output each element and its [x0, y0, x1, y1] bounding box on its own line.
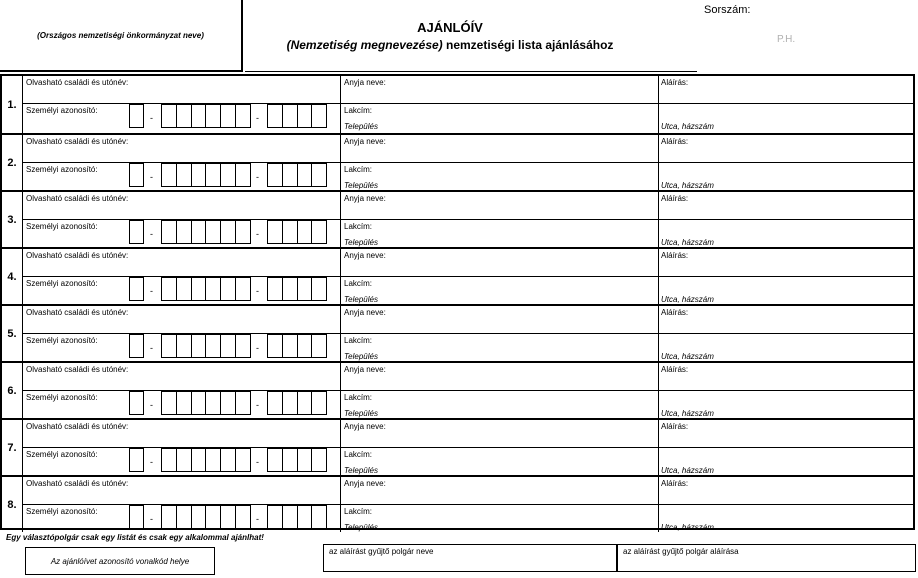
- personal-id-label: Személyi azonosító:: [26, 507, 98, 516]
- personal-id-label: Személyi azonosító:: [26, 279, 98, 288]
- signature-field[interactable]: Aláírás:: [661, 137, 689, 146]
- id-digit-box[interactable]: [162, 221, 177, 243]
- signature-field[interactable]: Aláírás:: [661, 365, 689, 374]
- street-label: Utca, házszám: [661, 523, 714, 532]
- signature-field[interactable]: Aláírás:: [661, 479, 689, 488]
- id-digit-box[interactable]: [177, 278, 192, 300]
- row-divider: [340, 103, 915, 104]
- id-separator: -: [256, 113, 259, 123]
- id-digit-box[interactable]: [283, 335, 298, 357]
- personal-id-digit-group[interactable]: [129, 277, 144, 301]
- name-field[interactable]: Olvasható családi és utónév:: [26, 251, 129, 260]
- town-label: Település: [344, 466, 378, 475]
- barcode-placeholder-text: Az ajánlóívet azonosító vonalkód helye: [50, 556, 190, 566]
- id-separator: -: [150, 343, 153, 353]
- id-digit-box[interactable]: [130, 335, 143, 357]
- id-separator: -: [256, 514, 259, 524]
- id-digit-box[interactable]: [206, 105, 221, 127]
- street-label: Utca, házszám: [661, 181, 714, 190]
- subtitle-rest: nemzetiségi lista ajánlásához: [442, 38, 614, 52]
- id-separator: -: [150, 514, 153, 524]
- column-divider: [658, 76, 659, 133]
- id-digit-box[interactable]: [192, 449, 207, 471]
- id-digit-box[interactable]: [192, 335, 207, 357]
- id-digit-box[interactable]: [206, 449, 221, 471]
- mother-name-field[interactable]: Anyja neve:: [344, 251, 386, 260]
- stamp-placeholder: P.H.: [777, 34, 796, 45]
- entry-row: [2, 418, 913, 475]
- entry-row: [2, 247, 913, 304]
- id-digit-box[interactable]: [268, 105, 283, 127]
- entry-number: 3.: [2, 192, 23, 247]
- address-field[interactable]: Lakcím:: [344, 507, 373, 516]
- entry-number: 1.: [2, 76, 23, 133]
- row-divider: [340, 390, 915, 391]
- id-separator: -: [150, 286, 153, 296]
- collector-name-field[interactable]: az aláírást gyűjtő polgár neve: [329, 547, 434, 556]
- entry-number: 5.: [2, 306, 23, 361]
- id-digit-box[interactable]: [236, 164, 250, 186]
- id-digit-box[interactable]: [206, 392, 221, 414]
- id-separator: -: [150, 172, 153, 182]
- subtitle-nationality: (Nemzetiség megnevezése): [286, 38, 443, 52]
- id-separator: -: [256, 400, 259, 410]
- rule-note: Egy választópolgár csak egy listát és csak egy alkalommal ajánlhat!: [6, 533, 264, 542]
- personal-id-label: Személyi azonosító:: [26, 165, 98, 174]
- town-label: Település: [344, 523, 378, 532]
- row-divider: [340, 276, 915, 277]
- collector-box: [323, 544, 916, 572]
- collector-signature-field[interactable]: az aláírást gyűjtő polgár aláírása: [623, 547, 739, 556]
- barcode-placeholder-box: [25, 547, 215, 575]
- address-field[interactable]: Lakcím:: [344, 450, 373, 459]
- mother-name-field[interactable]: Anyja neve:: [344, 365, 386, 374]
- id-digit-box[interactable]: [221, 506, 236, 528]
- name-field[interactable]: Olvasható családi és utónév:: [26, 308, 129, 317]
- personal-id-digit-group[interactable]: [161, 277, 251, 301]
- id-digit-box[interactable]: [283, 392, 298, 414]
- entry-number: 7.: [2, 420, 23, 475]
- personal-id-digit-group[interactable]: [129, 391, 144, 415]
- id-digit-box[interactable]: [298, 164, 313, 186]
- signature-field[interactable]: Aláírás:: [661, 422, 689, 431]
- id-digit-box[interactable]: [298, 278, 313, 300]
- id-digit-box[interactable]: [283, 105, 298, 127]
- town-label: Település: [344, 122, 378, 131]
- id-digit-box[interactable]: [221, 164, 236, 186]
- id-digit-box[interactable]: [162, 164, 177, 186]
- id-digit-box[interactable]: [221, 392, 236, 414]
- id-separator: -: [256, 286, 259, 296]
- id-digit-box[interactable]: [177, 164, 192, 186]
- id-digit-box[interactable]: [177, 221, 192, 243]
- address-field[interactable]: Lakcím:: [344, 393, 373, 402]
- street-label: Utca, házszám: [661, 352, 714, 361]
- name-field[interactable]: Olvasható családi és utónév:: [26, 365, 129, 374]
- id-digit-box[interactable]: [268, 164, 283, 186]
- organization-name-box[interactable]: [0, 0, 243, 72]
- recommendation-table: [0, 74, 915, 530]
- id-digit-box[interactable]: [298, 392, 313, 414]
- row-divider: [340, 333, 915, 334]
- id-digit-box[interactable]: [298, 335, 313, 357]
- personal-id-digit-group[interactable]: [267, 163, 327, 187]
- personal-id-digit-group[interactable]: [267, 104, 327, 128]
- name-field[interactable]: Olvasható családi és utónév:: [26, 479, 129, 488]
- entry-row: [2, 190, 913, 247]
- mother-name-field[interactable]: Anyja neve:: [344, 137, 386, 146]
- personal-id-digit-group[interactable]: [129, 448, 144, 472]
- id-separator: -: [150, 229, 153, 239]
- personal-id-digit-group[interactable]: [267, 448, 327, 472]
- entry-row: [2, 475, 913, 532]
- entry-row: [2, 76, 913, 133]
- personal-id-digit-group[interactable]: [129, 163, 144, 187]
- id-digit-box[interactable]: [283, 221, 298, 243]
- id-digit-box[interactable]: [312, 335, 326, 357]
- personal-id-label: Személyi azonosító:: [26, 336, 98, 345]
- id-digit-box[interactable]: [236, 506, 250, 528]
- serial-number-label: Sorszám:: [704, 4, 751, 16]
- street-label: Utca, házszám: [661, 466, 714, 475]
- personal-id-digit-group[interactable]: [161, 334, 251, 358]
- id-digit-box[interactable]: [268, 506, 283, 528]
- address-field[interactable]: Lakcím:: [344, 106, 373, 115]
- id-digit-box[interactable]: [206, 335, 221, 357]
- id-digit-box[interactable]: [192, 392, 207, 414]
- id-digit-box[interactable]: [206, 278, 221, 300]
- entry-row: [2, 133, 913, 190]
- id-digit-box[interactable]: [162, 506, 177, 528]
- id-digit-box[interactable]: [192, 164, 207, 186]
- id-digit-box[interactable]: [268, 221, 283, 243]
- id-digit-box[interactable]: [130, 392, 143, 414]
- id-digit-box[interactable]: [312, 449, 326, 471]
- id-separator: -: [256, 172, 259, 182]
- id-digit-box[interactable]: [221, 335, 236, 357]
- id-digit-box[interactable]: [162, 278, 177, 300]
- street-label: Utca, házszám: [661, 122, 714, 131]
- collector-divider: [616, 545, 618, 571]
- id-separator: -: [256, 457, 259, 467]
- id-digit-box[interactable]: [130, 164, 143, 186]
- personal-id-label: Személyi azonosító:: [26, 222, 98, 231]
- id-digit-box[interactable]: [177, 449, 192, 471]
- id-digit-box[interactable]: [236, 221, 250, 243]
- signature-field[interactable]: Aláírás:: [661, 308, 689, 317]
- id-digit-box[interactable]: [162, 392, 177, 414]
- mother-name-field[interactable]: Anyja neve:: [344, 78, 386, 87]
- personal-id-digit-group[interactable]: [161, 220, 251, 244]
- id-digit-box[interactable]: [312, 278, 326, 300]
- street-label: Utca, házszám: [661, 238, 714, 247]
- id-digit-box[interactable]: [206, 164, 221, 186]
- personal-id-label: Személyi azonosító:: [26, 106, 98, 115]
- mother-name-field[interactable]: Anyja neve:: [344, 194, 386, 203]
- personal-id-digit-group[interactable]: [161, 391, 251, 415]
- address-field[interactable]: Lakcím:: [344, 336, 373, 345]
- id-digit-box[interactable]: [312, 506, 326, 528]
- id-digit-box[interactable]: [130, 221, 143, 243]
- id-digit-box[interactable]: [298, 105, 313, 127]
- name-field[interactable]: Olvasható családi és utónév:: [26, 422, 129, 431]
- id-digit-box[interactable]: [236, 449, 250, 471]
- id-digit-box[interactable]: [283, 278, 298, 300]
- title-text: AJÁNLÓÍV: [417, 20, 483, 35]
- personal-id-digit-group[interactable]: [161, 505, 251, 529]
- id-digit-box[interactable]: [130, 105, 143, 127]
- address-field[interactable]: Lakcím:: [344, 222, 373, 231]
- row-divider: [340, 504, 915, 505]
- id-digit-box[interactable]: [312, 221, 326, 243]
- personal-id-digit-group[interactable]: [161, 104, 251, 128]
- row-divider: [340, 162, 915, 163]
- personal-id-digit-group[interactable]: [267, 391, 327, 415]
- id-digit-box[interactable]: [312, 105, 326, 127]
- id-digit-box[interactable]: [236, 105, 250, 127]
- id-digit-box[interactable]: [162, 105, 177, 127]
- town-label: Település: [344, 181, 378, 190]
- id-digit-box[interactable]: [177, 392, 192, 414]
- name-field[interactable]: Olvasható családi és utónév:: [26, 137, 129, 146]
- id-digit-box[interactable]: [236, 392, 250, 414]
- town-label: Település: [344, 295, 378, 304]
- id-digit-box[interactable]: [130, 506, 143, 528]
- organization-placeholder: (Országos nemzetiségi önkormányzat neve): [37, 30, 204, 40]
- title-underline: [245, 71, 697, 72]
- entry-row: [2, 361, 913, 418]
- town-label: Település: [344, 352, 378, 361]
- id-separator: -: [150, 113, 153, 123]
- id-digit-box[interactable]: [192, 506, 207, 528]
- id-digit-box[interactable]: [283, 164, 298, 186]
- id-digit-box[interactable]: [268, 449, 283, 471]
- id-digit-box[interactable]: [221, 105, 236, 127]
- town-label: Település: [344, 238, 378, 247]
- id-digit-box[interactable]: [268, 335, 283, 357]
- personal-id-digit-group[interactable]: [129, 334, 144, 358]
- id-digit-box[interactable]: [298, 449, 313, 471]
- mother-name-field[interactable]: Anyja neve:: [344, 422, 386, 431]
- personal-id-digit-group[interactable]: [129, 220, 144, 244]
- signature-field[interactable]: Aláírás:: [661, 251, 689, 260]
- personal-id-label: Személyi azonosító:: [26, 450, 98, 459]
- id-digit-box[interactable]: [221, 278, 236, 300]
- personal-id-digit-group[interactable]: [267, 220, 327, 244]
- id-digit-box[interactable]: [162, 335, 177, 357]
- id-separator: -: [256, 229, 259, 239]
- entry-row: [2, 304, 913, 361]
- name-field[interactable]: Olvasható családi és utónév:: [26, 78, 129, 87]
- signature-field[interactable]: Aláírás:: [661, 194, 689, 203]
- row-divider: [340, 219, 915, 220]
- id-digit-box[interactable]: [206, 506, 221, 528]
- personal-id-digit-group[interactable]: [267, 334, 327, 358]
- personal-id-digit-group[interactable]: [267, 505, 327, 529]
- name-field[interactable]: Olvasható családi és utónév:: [26, 194, 129, 203]
- id-digit-box[interactable]: [130, 278, 143, 300]
- id-digit-box[interactable]: [177, 105, 192, 127]
- mother-name-field[interactable]: Anyja neve:: [344, 308, 386, 317]
- personal-id-digit-group[interactable]: [267, 277, 327, 301]
- entry-number: 2.: [2, 135, 23, 190]
- signature-field[interactable]: Aláírás:: [661, 78, 689, 87]
- entry-number: 8.: [2, 477, 23, 532]
- id-digit-box[interactable]: [162, 449, 177, 471]
- id-separator: -: [150, 400, 153, 410]
- id-digit-box[interactable]: [298, 221, 313, 243]
- id-digit-box[interactable]: [177, 335, 192, 357]
- row-divider: [340, 447, 915, 448]
- personal-id-label: Személyi azonosító:: [26, 393, 98, 402]
- id-digit-box[interactable]: [206, 221, 221, 243]
- address-field[interactable]: Lakcím:: [344, 279, 373, 288]
- town-label: Település: [344, 409, 378, 418]
- id-digit-box[interactable]: [192, 278, 207, 300]
- id-digit-box[interactable]: [177, 506, 192, 528]
- personal-id-digit-group[interactable]: [161, 448, 251, 472]
- entry-number: 6.: [2, 363, 23, 418]
- id-digit-box[interactable]: [268, 278, 283, 300]
- column-divider: [340, 76, 341, 133]
- subtitle: [250, 38, 650, 52]
- id-digit-box[interactable]: [236, 335, 250, 357]
- id-digit-box[interactable]: [298, 506, 313, 528]
- personal-id-digit-group[interactable]: [129, 505, 144, 529]
- entry-number: 4.: [2, 249, 23, 304]
- id-digit-box[interactable]: [130, 449, 143, 471]
- form-title: [250, 20, 650, 52]
- id-separator: -: [256, 343, 259, 353]
- id-digit-box[interactable]: [312, 392, 326, 414]
- id-digit-box[interactable]: [312, 164, 326, 186]
- street-label: Utca, házszám: [661, 409, 714, 418]
- id-digit-box[interactable]: [283, 506, 298, 528]
- id-digit-box[interactable]: [268, 392, 283, 414]
- id-digit-box[interactable]: [283, 449, 298, 471]
- id-separator: -: [150, 457, 153, 467]
- mother-name-field[interactable]: Anyja neve:: [344, 479, 386, 488]
- id-digit-box[interactable]: [192, 221, 207, 243]
- id-digit-box[interactable]: [236, 278, 250, 300]
- personal-id-digit-group[interactable]: [129, 104, 144, 128]
- id-digit-box[interactable]: [221, 221, 236, 243]
- id-digit-box[interactable]: [192, 105, 207, 127]
- id-digit-box[interactable]: [221, 449, 236, 471]
- personal-id-digit-group[interactable]: [161, 163, 251, 187]
- address-field[interactable]: Lakcím:: [344, 165, 373, 174]
- street-label: Utca, házszám: [661, 295, 714, 304]
